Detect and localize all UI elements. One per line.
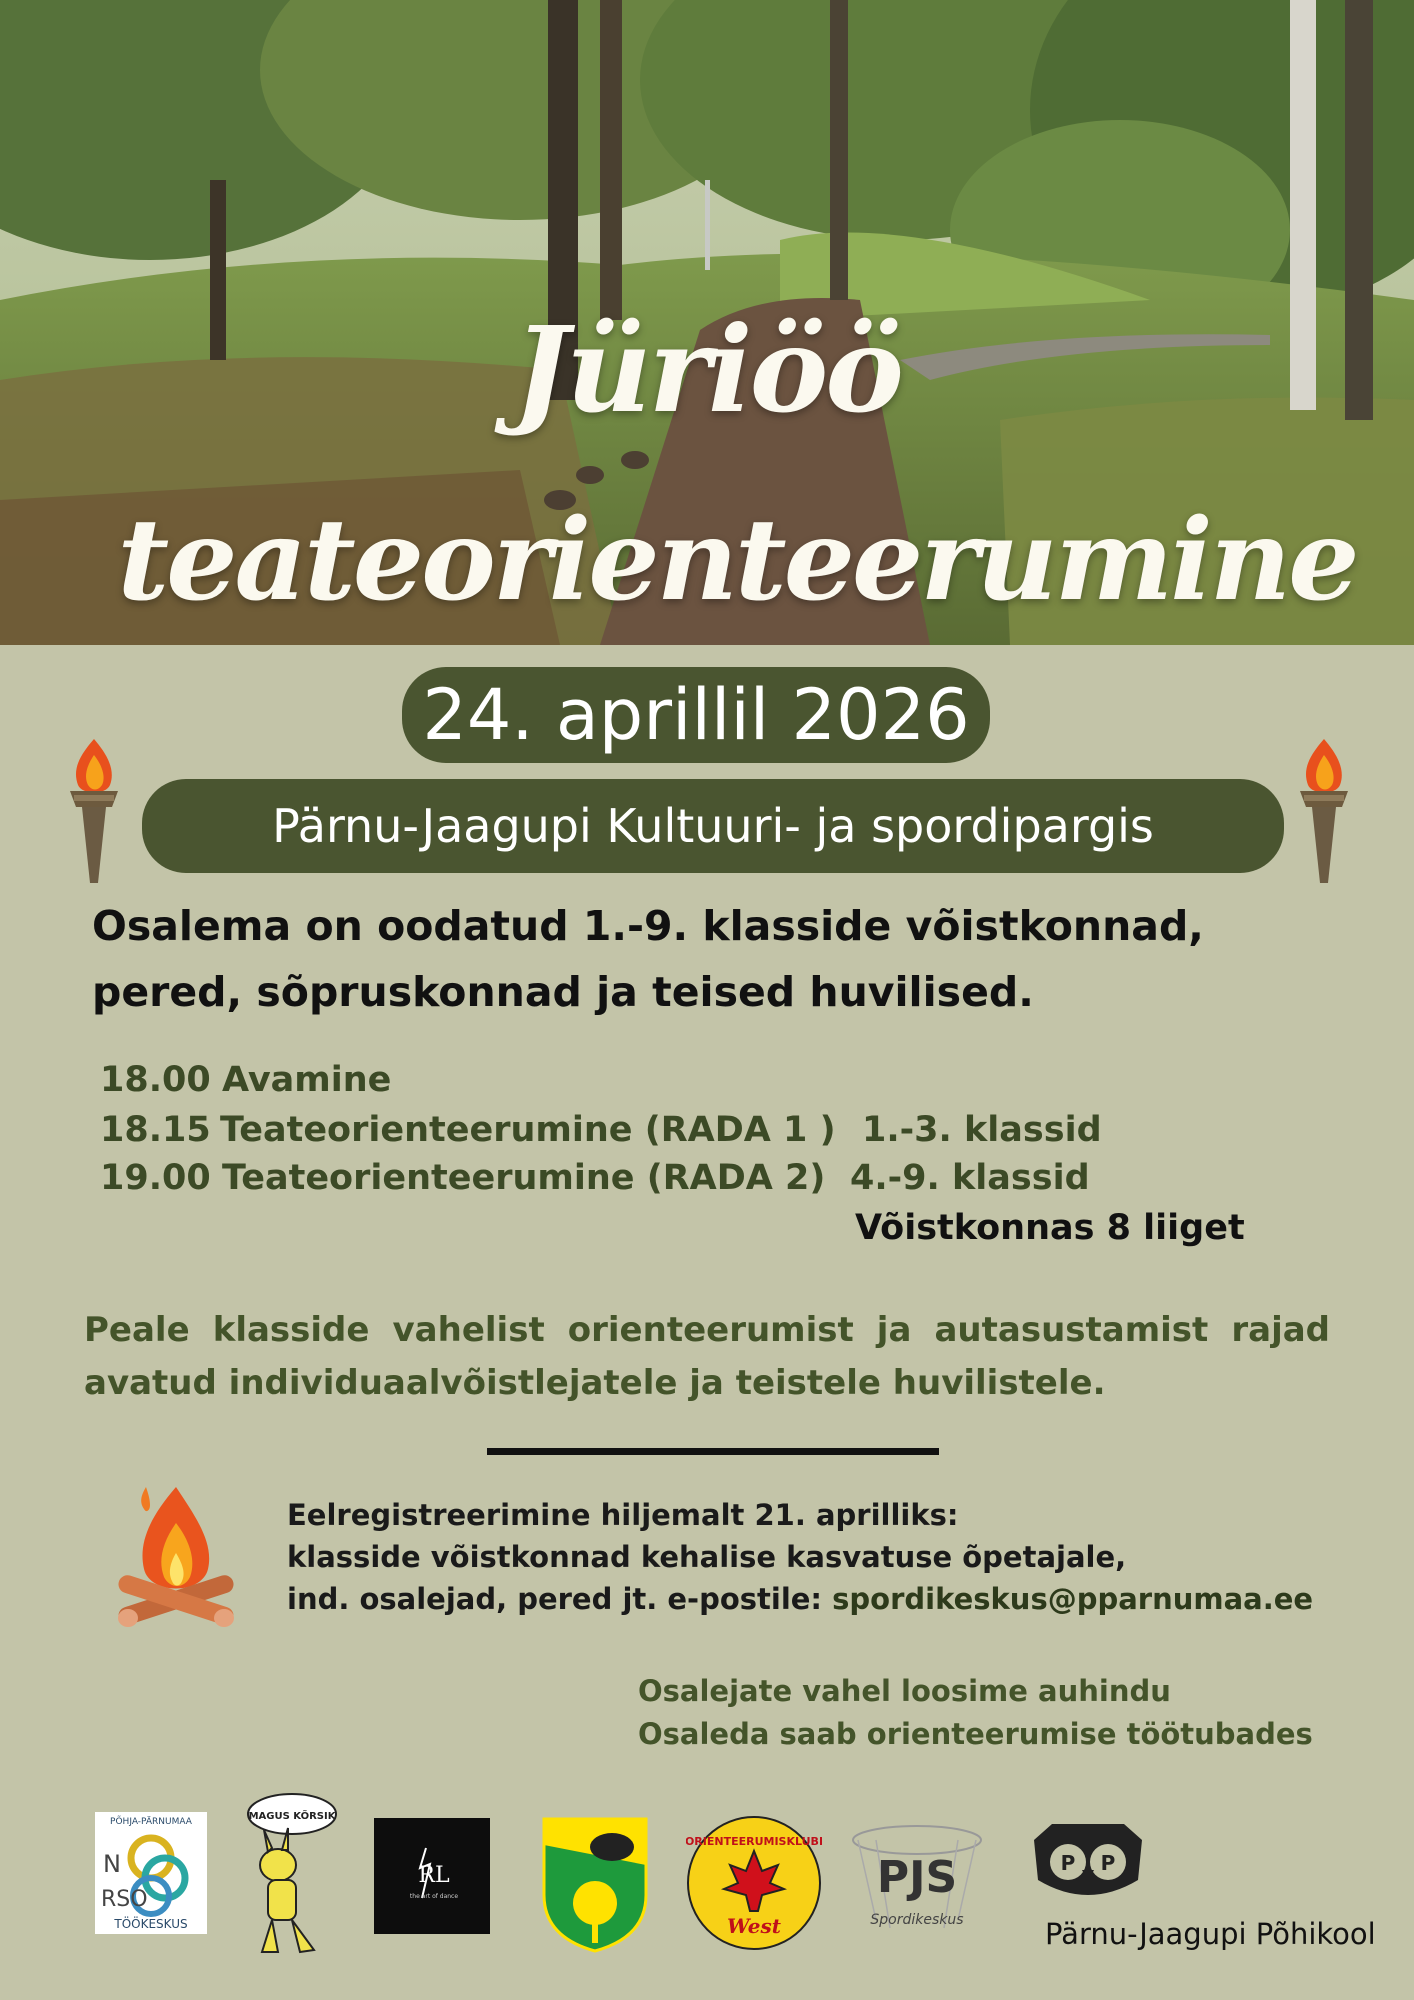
invitation-line-1: Osalema on oodatud 1.-9. klasside võistkonnad, xyxy=(92,902,1204,950)
event-date-badge: 24. aprillil 2026 xyxy=(402,667,990,763)
ok-bottom-text: West xyxy=(726,1914,782,1938)
schedule-event: Avamine xyxy=(222,1060,392,1100)
torch-icon xyxy=(60,735,128,889)
schedule-time: 18.15 xyxy=(100,1110,211,1150)
registration-email-link[interactable]: spordikeskus@pparnumaa.ee xyxy=(832,1582,1314,1616)
pjs-spordikeskus-logo xyxy=(846,1820,988,1940)
orienteerumisklubi-west-logo xyxy=(686,1815,822,1951)
norso-tookeskus-logo xyxy=(95,1812,207,1934)
prize-draw-note: Osalejate vahel loosime auhindu xyxy=(638,1674,1171,1708)
pjs-sub-text: Spordikeskus xyxy=(870,1912,964,1928)
section-divider xyxy=(487,1448,939,1455)
extra-info xyxy=(638,1670,1313,1756)
schedule-event: Teateorienteerumine (RADA 1 ) xyxy=(220,1110,836,1150)
registration-individuals-label: ind. osalejad, pered jt. e-postile: xyxy=(287,1582,823,1616)
campfire-icon xyxy=(110,1483,242,1637)
schedule-time: 18.00 xyxy=(100,1060,211,1100)
parish-coat-of-arms-logo xyxy=(540,1815,650,1955)
open-tracks-note: Peale klasside vahelist orienteerumist ja autasustamist rajad avatud individuaalvõistlejatele ja teistele huvilistele. xyxy=(84,1310,1330,1403)
rl-dance-logo xyxy=(374,1818,490,1934)
norso-top-text: PÕHJA-PÄRNUMAA xyxy=(110,1817,192,1827)
event-title-line-2: teateorienteerumine xyxy=(117,495,1357,626)
invitation-text xyxy=(92,893,1352,1025)
workshop-note: Osaleda saab orienteerumise töötubades xyxy=(638,1717,1313,1751)
korsik-text: MAGUS KÕRSIK xyxy=(248,1811,336,1822)
schedule-group: 1.-3. klassid xyxy=(862,1110,1102,1150)
svg-text:P: P xyxy=(1100,1851,1116,1875)
registration-class-teams: klasside võistkonnad kehalise kasvatuse õpetajale, xyxy=(287,1540,1127,1574)
rl-sub-text: the art of dance xyxy=(409,1893,459,1900)
schedule-group: 4.-9. klassid xyxy=(850,1158,1090,1198)
school-name: Pärnu-Jaagupi Põhikool xyxy=(1045,1917,1376,1951)
event-title-line-1: Jüriöö xyxy=(512,300,902,439)
norso-n-text: N xyxy=(103,1850,121,1878)
registration-deadline: Eelregistreerimine hiljemalt 21. aprilliks: xyxy=(287,1498,959,1532)
pjs-text: PJS xyxy=(876,1852,958,1903)
norso-bottom-text: TÖÖKESKUS xyxy=(114,1917,188,1931)
registration-info xyxy=(287,1494,1387,1620)
schedule-event: Teateorienteerumine (RADA 2) xyxy=(222,1158,826,1198)
team-size-note: Võistkonnas 8 liiget xyxy=(855,1208,1245,1248)
school-owl-logo xyxy=(1028,1820,1148,1906)
registration-individuals xyxy=(287,1578,1387,1620)
event-venue-badge: Pärnu-Jaagupi Kultuuri- ja spordipargis xyxy=(142,779,1284,873)
norso-rso-text: RSO xyxy=(101,1887,148,1912)
ok-top-text: ORIENTEERUMISKLUBI xyxy=(686,1835,822,1848)
svg-text:P: P xyxy=(1060,1851,1076,1875)
torch-icon xyxy=(1290,735,1358,889)
rl-text: RL xyxy=(418,1863,450,1888)
invitation-line-2: pered, sõpruskonnad ja teised huvilised. xyxy=(92,968,1034,1016)
magus-korsik-mascot-logo xyxy=(238,1790,338,1962)
schedule-time: 19.00 xyxy=(100,1158,211,1198)
hero-park-photo xyxy=(0,0,1414,645)
